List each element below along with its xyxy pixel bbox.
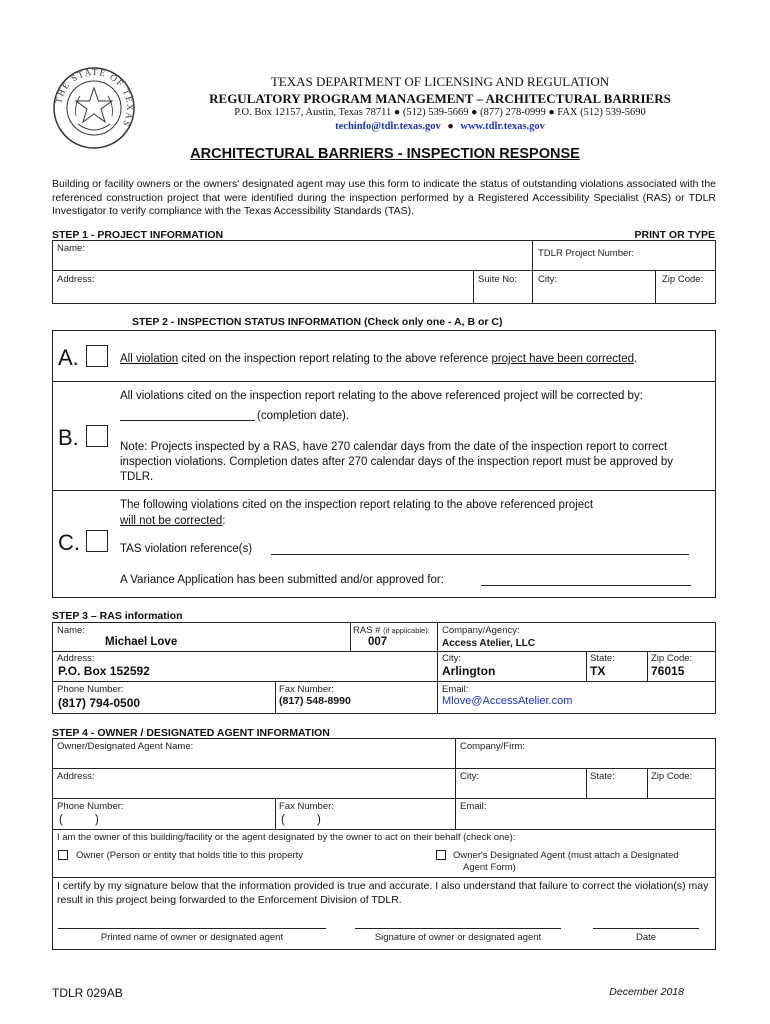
project-address-label: Address: xyxy=(57,274,95,285)
agency-website-link[interactable]: www.tdlr.texas.gov xyxy=(460,121,545,132)
ras-state-value[interactable]: TX xyxy=(590,664,606,678)
owner-company-field[interactable] xyxy=(460,752,712,766)
printed-name-line[interactable] xyxy=(58,914,326,929)
form-number: TDLR 029AB xyxy=(52,986,123,1000)
ras-number-label-note: (if applicable): xyxy=(383,626,430,635)
ras-company-value[interactable]: Access Atelier, LLC xyxy=(442,638,536,649)
ras-phone-label: Phone Number: xyxy=(57,684,124,695)
project-city-label: City: xyxy=(538,274,557,285)
not-corrected-text: will not be corrected xyxy=(120,515,223,527)
step4-heading: STEP 4 - OWNER / DESIGNATED AGENT INFORMATION xyxy=(52,727,330,739)
owner-phone-field[interactable] xyxy=(62,813,272,827)
ras-name-value[interactable]: Michael Love xyxy=(105,636,178,648)
ras-email-label: Email: xyxy=(442,684,469,695)
owner-city-label: City: xyxy=(460,771,479,782)
not-corrected-colon: : xyxy=(222,515,226,527)
ras-number-label-text: RAS # xyxy=(353,625,381,636)
ras-address-value[interactable]: P.O. Box 152592 xyxy=(58,664,150,678)
owner-address-label: Address: xyxy=(57,771,95,782)
agency-email-link[interactable]: techinfo@tdlr.texas.gov xyxy=(335,121,441,132)
owner-phone-label: Phone Number: xyxy=(57,801,124,812)
seal-ring-text: THE STATE OF TEXAS xyxy=(53,66,136,130)
option-a-text-part3: project have been corrected xyxy=(491,353,634,365)
ras-fax-value[interactable]: (817) 548-8990 xyxy=(279,695,351,707)
suite-number-label: Suite No: xyxy=(478,274,518,285)
owner-phone-open-paren: ( xyxy=(59,814,63,826)
option-a-text-part4: . xyxy=(634,353,638,365)
step2-heading xyxy=(132,316,502,328)
owner-address-field[interactable] xyxy=(57,782,451,796)
ras-zip-label: Zip Code: xyxy=(651,653,693,664)
tas-reference-field[interactable] xyxy=(271,542,689,555)
agency-name: TEXAS DEPARTMENT OF LICENSING AND REGULATION xyxy=(270,74,610,89)
option-c-letter: C. xyxy=(58,530,80,555)
ras-zip-value[interactable]: 76015 xyxy=(651,664,685,678)
date-line[interactable] xyxy=(593,914,699,929)
date-caption: Date xyxy=(635,932,657,943)
form-title: ARCHITECTURAL BARRIERS - INSPECTION RESPONSE xyxy=(190,146,580,162)
owner-company-label: Company/Firm: xyxy=(460,741,525,752)
option-a-text-part1: All violation xyxy=(120,353,179,365)
option-b-checkbox[interactable] xyxy=(86,425,108,447)
ras-company-label: Company/Agency: xyxy=(442,625,520,636)
variance-field[interactable] xyxy=(481,573,691,586)
ras-address-label: Address: xyxy=(57,653,95,664)
ras-number-value[interactable]: 007 xyxy=(368,636,388,648)
completion-date-field[interactable] xyxy=(120,409,255,421)
ras-name-label: Name: xyxy=(57,625,85,636)
ras-city-value[interactable]: Arlington xyxy=(442,664,496,678)
owner-checkbox[interactable] xyxy=(58,850,68,860)
owner-zip-label: Zip Code: xyxy=(651,771,693,782)
step2-heading-note: (Check only one - A, B or C) xyxy=(364,316,503,328)
option-b-letter: B. xyxy=(58,425,79,450)
designated-agent-option-label-cont: Agent Form) xyxy=(463,862,516,873)
owner-state-label: State: xyxy=(590,771,615,782)
completion-date-label: (completion date). xyxy=(257,410,350,422)
option-c-text: The following violations cited on the inspection report relating to the above referenced project xyxy=(120,499,594,511)
option-a-text xyxy=(120,352,637,367)
tdlr-project-number-label: TDLR Project Number: xyxy=(538,248,635,259)
option-b-note: Note: Projects inspected by a RAS, have 270 calendar days from the date of the inspection report to correct inspection violations. Completion dates after 270 calendar days of the inspection report must be approved by TDLR. xyxy=(120,441,673,483)
program-name: REGULATORY PROGRAM MANAGEMENT – ARCHITECTURAL BARRIERS xyxy=(209,91,671,106)
ras-number-label xyxy=(353,625,430,636)
owner-fax-open-paren: ( xyxy=(281,814,285,826)
owner-statement: I am the owner of this building/facility or the agent designated by the owner to act on their behalf (check one): xyxy=(57,832,516,843)
variance-label: A Variance Application has been submitted and/or approved for: xyxy=(120,574,444,586)
signature-line[interactable] xyxy=(355,914,561,929)
revision-date: December 2018 xyxy=(609,986,684,998)
tas-reference-label: TAS violation reference(s) xyxy=(120,543,253,555)
ras-email-value[interactable]: Mlove@AccessAtelier.com xyxy=(442,695,573,707)
owner-email-field[interactable] xyxy=(460,813,712,827)
owner-fax-field[interactable] xyxy=(284,813,452,827)
tdlr-project-number-field[interactable] xyxy=(536,258,712,270)
owner-name-field[interactable] xyxy=(57,752,451,766)
ras-fax-label: Fax Number: xyxy=(279,684,334,695)
ras-city-label: City: xyxy=(442,653,461,664)
option-c-checkbox[interactable] xyxy=(86,530,108,552)
option-a-text-part2: cited on the inspection report relating to the above reference xyxy=(178,353,492,365)
owner-email-label: Email: xyxy=(460,801,487,812)
project-address-field[interactable] xyxy=(57,287,469,302)
ras-phone-value[interactable]: (817) 794-0500 xyxy=(58,696,141,710)
texas-state-seal xyxy=(52,66,136,150)
certification-statement: I certify by my signature below that the information provided is true and accurate. I also understand that failure to correct the violation(s) may result in this project being forwarded to the Enforcement Division of TDLR. xyxy=(57,880,709,906)
step3-heading: STEP 3 – RAS information xyxy=(52,610,183,622)
step1-heading: STEP 1 - PROJECT INFORMATION xyxy=(52,229,224,241)
bullet-separator: ● xyxy=(447,121,454,132)
option-c-not-corrected xyxy=(120,514,225,529)
owner-fax-label: Fax Number: xyxy=(279,801,334,812)
project-zip-label: Zip Code: xyxy=(662,274,704,285)
project-name-label: Name: xyxy=(57,243,85,254)
owner-fax-close-paren: ) xyxy=(317,814,321,826)
signature-caption: Signature of owner or designated agent xyxy=(374,932,542,943)
agency-links xyxy=(140,121,740,132)
option-a-letter: A. xyxy=(58,345,79,370)
project-name-field[interactable] xyxy=(60,254,528,268)
print-or-type-note: PRINT OR TYPE xyxy=(634,229,715,241)
option-a-checkbox[interactable] xyxy=(86,345,108,367)
owner-phone-close-paren: ) xyxy=(95,814,99,826)
designated-agent-checkbox[interactable] xyxy=(436,850,446,860)
intro-paragraph: Building or facility owners or the owners' designated agent may use this form to indicate the status of outstanding violations associated with the referenced construction project that were identified during the inspection performed by a Registered Accessibility Specialist (RAS) or TDLR Investigator to verify compliance with the Texas Accessibility Standards (TAS). xyxy=(52,178,716,217)
printed-name-caption: Printed name of owner or designated agent xyxy=(100,932,284,943)
svg-text:THE STATE OF TEXAS xyxy=(53,67,135,129)
designated-agent-option-label: Owner's Designated Agent (must attach a Designated xyxy=(453,850,679,861)
owner-option-label: Owner (Person or entity that holds title to this property xyxy=(76,850,304,861)
ras-state-label: State: xyxy=(590,653,615,664)
agency-contact: P.O. Box 12157, Austin, Texas 78711 ● (512) 539-5669 ● (877) 278-0999 ● FAX (512) 539-5690 xyxy=(234,107,646,118)
option-b-text: All violations cited on the inspection report relating to the above referenced project will be corrected by: xyxy=(120,390,643,402)
owner-name-label: Owner/Designated Agent Name: xyxy=(57,741,194,752)
step2-heading-text: STEP 2 - INSPECTION STATUS INFORMATION xyxy=(132,316,362,328)
